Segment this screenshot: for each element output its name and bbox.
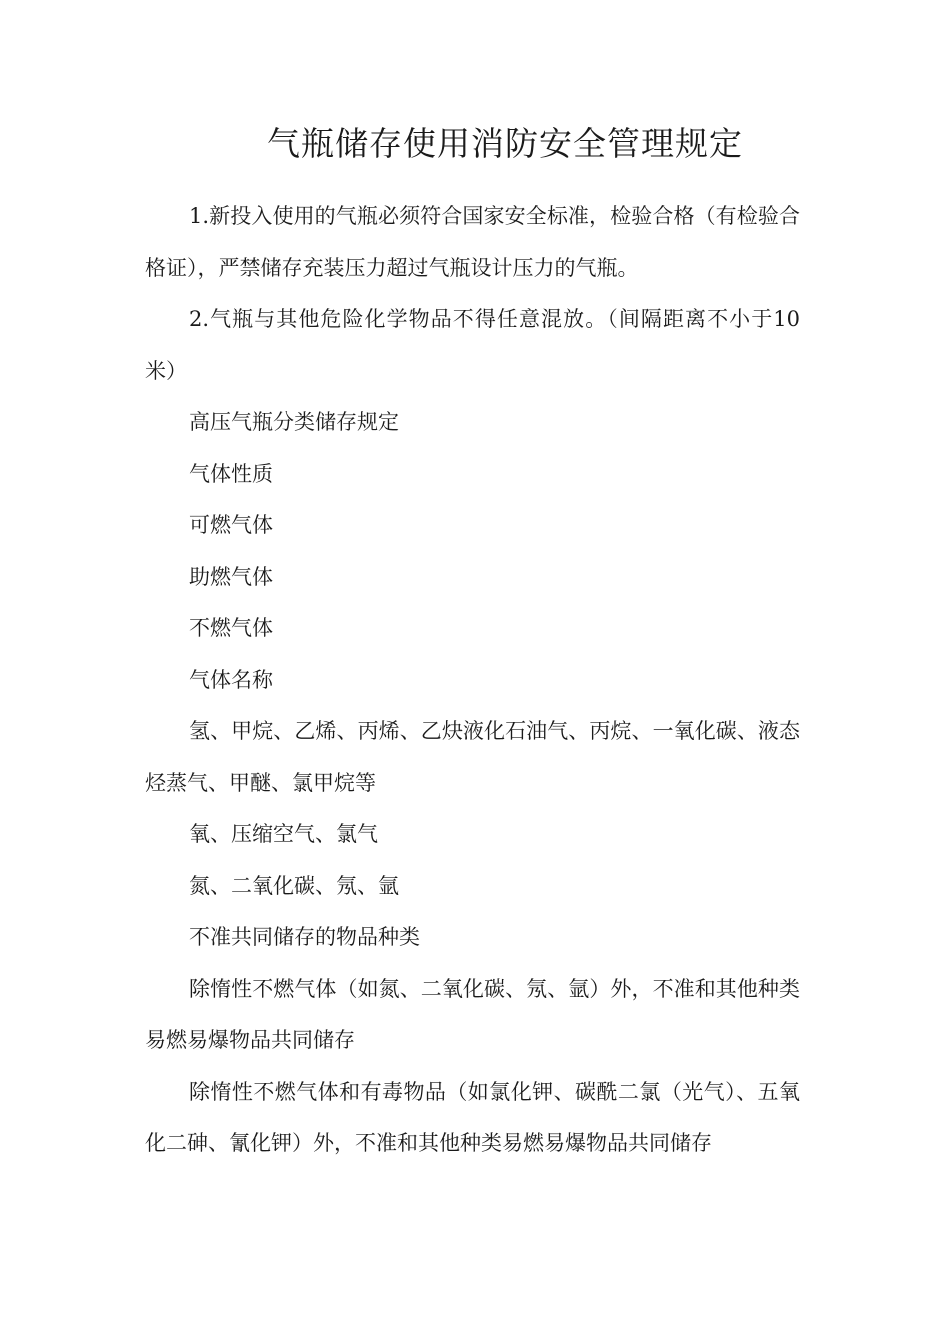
paragraph-2: 2.气瓶与其他危险化学物品不得任意混放。（间隔距离不小于10米）: [145, 307, 800, 383]
paragraph-incompatible-rule-2: 除惰性不燃气体和有毒物品（如氯化钾、碳酰二氯（光气）、五氧化二砷、氰化钾）外，不准和其他种类易燃易爆物品共同储存: [145, 1079, 800, 1155]
paragraph-gas-property: 气体性质: [189, 461, 273, 486]
document-title: 气瓶储存使用消防安全管理规定: [267, 124, 743, 163]
paragraph-flammable-gas-names: 氢、甲烷、乙烯、丙烯、乙炔液化石油气、丙烷、一氧化碳、液态烃蒸气、甲醚、氯甲烷等: [145, 719, 800, 795]
paragraph-nonflammable-gas: 不燃气体: [189, 616, 273, 640]
paragraph-storage-rules-heading: 高压气瓶分类储存规定: [189, 410, 399, 434]
paragraph-oxidizing-gas-names: 氧、压缩空气、氯气: [189, 822, 378, 846]
paragraph-nonflammable-gas-names: 氮、二氧化碳、氖、氩: [189, 873, 399, 898]
paragraph-1: 1.新投入使用的气瓶必须符合国家安全标准，检验合格（有检验合格证），严禁储存充装压力超过气瓶设计压力的气瓶。: [145, 204, 800, 280]
paragraph-incompatible-heading: 不准共同储存的物品种类: [189, 925, 420, 949]
paragraph-incompatible-rule-1: 除惰性不燃气体（如氮、二氧化碳、氖、氩）外，不准和其他种类易燃易爆物品共同储存: [145, 976, 800, 1052]
document-body: [145, 191, 800, 1170]
paragraph-flammable-gas: 可燃气体: [189, 513, 273, 537]
paragraph-gas-name: 气体名称: [189, 667, 273, 692]
paragraph-oxidizing-gas: 助燃气体: [189, 564, 273, 589]
